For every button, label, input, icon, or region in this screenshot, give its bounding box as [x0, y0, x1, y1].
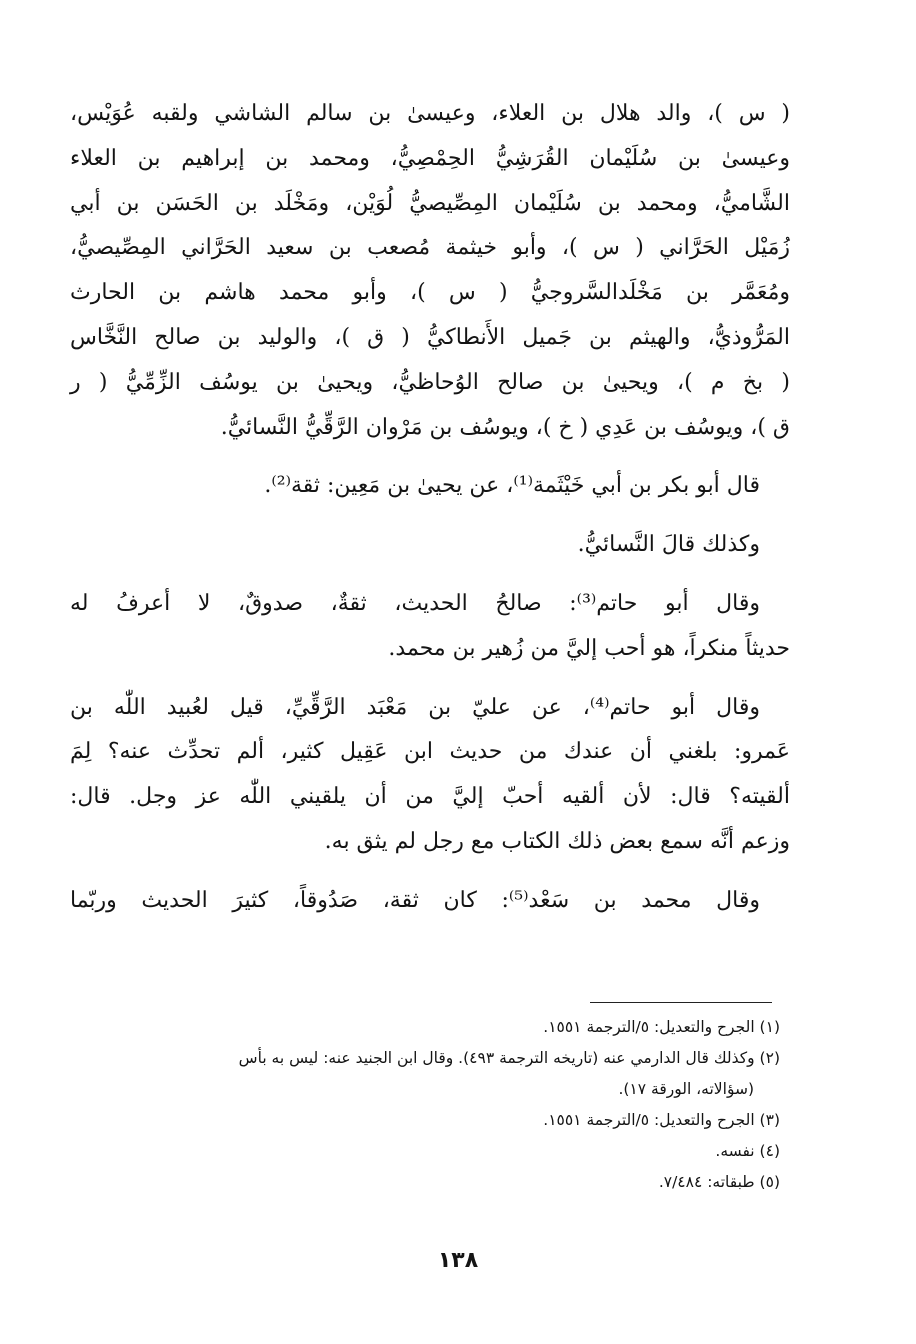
text-line: الشَّاميُّ، ومحمد بن سُلَيْمان المِصِّيصيُّ لُوَيْن، ومَخْلَد بن الحَسَن بن أبي	[70, 190, 790, 216]
paragraph-ibn-abi-khaythama	[70, 464, 790, 509]
paragraph-ibn-sad	[70, 879, 790, 924]
text-line: عَمرو: بلغني أن عندك من حديث ابن عَقِيل كثير، ألم تحدِّث عنه؟ لِمَ	[70, 739, 790, 765]
footnote-4: (٤) نفسه.	[715, 1142, 780, 1160]
footnote-1: (١) الجرح والتعديل: ٥/الترجمة ١٥٥١.	[543, 1018, 780, 1036]
text-line: وقال محمد بن سَعْد⁽⁵⁾: كان ثقة، صَدُوقاً، كثيرَ الحديث وربّما	[70, 887, 760, 913]
main-text	[70, 92, 790, 924]
paragraph-abu-hatim-1	[70, 582, 790, 672]
footnote-2: (٢) وكذلك قال الدارمي عنه (تاريخه الترجمة ٤٩٣). وقال ابن الجنيد عنه: ليس به بأس	[238, 1049, 780, 1067]
footnote-separator	[590, 1002, 772, 1003]
paragraph-narrators	[70, 92, 790, 450]
text-line: حديثاً منكراً، هو أحب إليَّ من زُهير بن محمد.	[388, 635, 790, 661]
text-line: وقال أبو حاتم⁽⁴⁾، عن عليّ بن مَعْبَد الرَّقِّيِّ، قيل لعُبيد اللّٰه بن	[70, 694, 760, 720]
footnote-3: (٣) الجرح والتعديل: ٥/الترجمة ١٥٥١.	[543, 1111, 780, 1129]
text-line: وعيسىٰ بن سُلَيْمان القُرَشِيُّ الحِمْصِيُّ، ومحمد بن إبراهيم بن العلاء	[70, 145, 790, 171]
text-line: قال أبو بكر بن أبي خَيْثَمة⁽¹⁾، عن يحيىٰ بن مَعِين: ثقة⁽²⁾.	[264, 473, 760, 499]
text-line: وكذلك قالَ النَّسائيُّ.	[577, 532, 760, 558]
footnote-5: (٥) طبقاته: ٧/٤٨٤.	[658, 1173, 780, 1191]
text-line: ألقيته؟ قال: لأن ألقيه أحبّ إليَّ من أن يلقيني اللّٰه عز وجل. قال:	[70, 784, 790, 810]
text-line: ومُعَمَّر بن مَخْلَدالسَّروجيُّ ( س )، وأبو محمد هاشم بن الحارث	[70, 280, 790, 306]
text-line: وزعم أنَّه سمع بعض ذلك الكتاب مع رجل لم يثق به.	[324, 828, 790, 854]
text-line: زُمَيْل الحَرَّاني ( س )، وأبو خيثمة مُصعب بن سعيد الحَرَّاني المِصِّيصيُّ،	[70, 235, 790, 261]
page-number: ١٣٨	[437, 1248, 479, 1273]
footnote-2-continuation: (سؤالاته، الورقة ١٧).	[618, 1080, 754, 1098]
text-line: ق )، ويوسُف بن عَدِي ( خ )، ويوسُف بن مَرْوان الرَّقِّيُّ النَّسائيُّ.	[220, 414, 790, 440]
text-line: ( س )، والد هلال بن العلاء، وعيسىٰ بن سالم الشاشي ولقبه عُوَيْس،	[70, 101, 790, 126]
paragraph-nasai	[70, 523, 790, 568]
footnotes	[70, 1012, 780, 1198]
text-line: المَرُّوذيُّ، والهيثم بن جَميل الأَنطاكيُّ ( ق )، والوليد بن صالح النَّخَّاس	[70, 324, 790, 350]
text-line: ( بخ م )، ويحيىٰ بن صالح الوُحاظيُّ، ويحيىٰ بن يوسُف الزِّمِّيُّ ( ر	[70, 369, 790, 395]
text-line: وقال أبو حاتم⁽³⁾: صالحُ الحديث، ثقةٌ، صدوقٌ، لا أعرفُ له	[70, 590, 760, 616]
paragraph-abu-hatim-2	[70, 686, 790, 865]
